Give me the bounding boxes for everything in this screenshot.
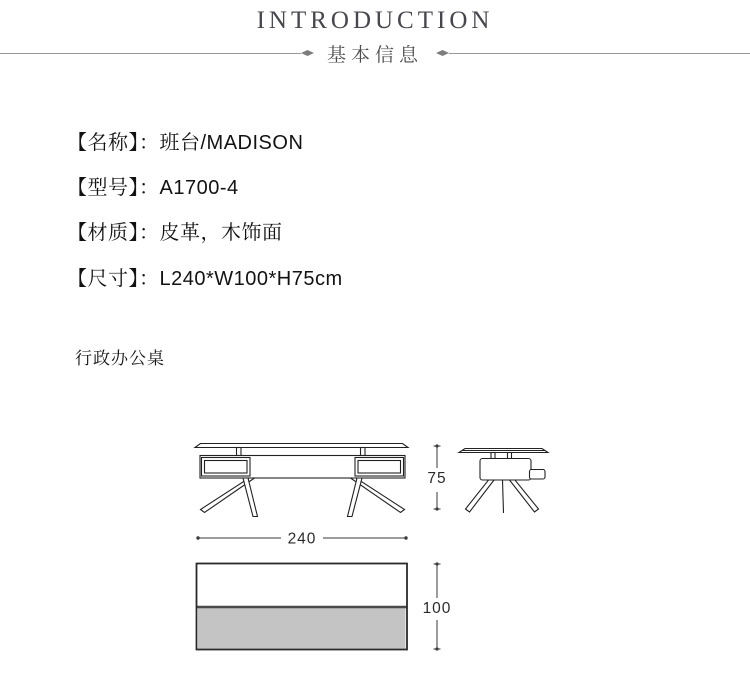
dimension-length-label: 240 — [287, 530, 317, 548]
desk-leg — [243, 478, 258, 517]
detail-label: 【材质】： — [67, 222, 160, 244]
front-view — [195, 444, 408, 517]
section-label: 基本信息 — [327, 44, 424, 66]
detail-value: L240*W100*H75cm — [159, 268, 343, 290]
detail-label: 【名称】： — [67, 132, 160, 154]
tabletop-support — [508, 453, 512, 459]
diamond-icon-right — [436, 50, 449, 56]
detail-value: 皮革，木饰面 — [159, 222, 283, 244]
desk-leg — [503, 480, 504, 513]
tabletop-support — [361, 448, 366, 456]
tabletop-support — [237, 448, 242, 456]
drawer-handle — [530, 470, 546, 480]
page-title: INTRODUCTION — [256, 7, 494, 34]
desk-leg — [466, 480, 495, 512]
top-view — [197, 564, 408, 650]
section-divider — [0, 44, 750, 66]
desk-tabletop — [195, 444, 408, 448]
top-view-gray-area — [198, 608, 406, 649]
side-view — [459, 449, 548, 514]
product-caption: 行政办公桌 — [75, 349, 165, 368]
desk-leg — [348, 478, 363, 517]
divider-line-right — [449, 53, 750, 54]
desk-body-side — [480, 459, 531, 481]
detail-row-material — [67, 221, 283, 245]
desk-body — [200, 456, 405, 479]
detail-value: A1700-4 — [159, 177, 239, 199]
desk-leg — [510, 480, 539, 512]
detail-value: 班台/MADISON — [159, 132, 304, 154]
dimension-height — [427, 444, 446, 510]
divider-line-left — [0, 53, 301, 54]
detail-label: 【尺寸】： — [67, 268, 160, 290]
detail-label: 【型号】： — [67, 177, 160, 199]
technical-drawing — [0, 415, 750, 690]
detail-row-name — [67, 131, 303, 155]
dimension-height-label: 75 — [427, 470, 447, 487]
diamond-icon-left — [301, 50, 314, 56]
dimension-width-label: 100 — [422, 600, 452, 617]
dimension-length — [196, 531, 407, 548]
dimension-width — [423, 562, 452, 650]
detail-row-model — [67, 176, 239, 200]
tabletop-support — [491, 453, 495, 459]
detail-row-size — [67, 267, 343, 291]
